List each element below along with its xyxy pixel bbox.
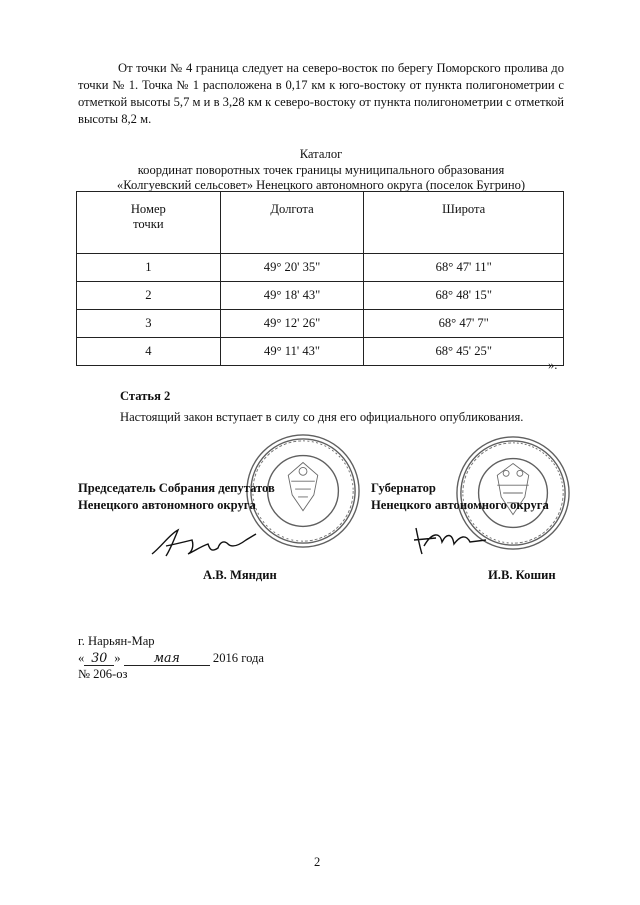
coordinates-table bbox=[76, 191, 564, 366]
cell-point: 1 bbox=[77, 254, 221, 282]
cell-longitude: 49° 20' 35" bbox=[220, 254, 364, 282]
cell-latitude: 68° 45' 25" bbox=[364, 338, 564, 366]
closing-quote: ». bbox=[548, 358, 558, 372]
table-header-row bbox=[77, 192, 564, 254]
chairman-title: Председатель Собрания депутатов bbox=[78, 481, 275, 495]
header-latitude: Широта bbox=[364, 192, 564, 254]
governor-region: Ненецкого автономного округа bbox=[371, 498, 549, 512]
cell-longitude: 49° 12' 26" bbox=[220, 310, 364, 338]
catalog-subtitle-1: координат поворотных точек границы муниципального образования bbox=[137, 162, 505, 177]
law-number: № 206-оз bbox=[78, 667, 128, 681]
place-of-signing: г. Нарьян-Мар bbox=[78, 634, 155, 648]
date-day: 30 bbox=[84, 650, 114, 666]
chairman-signature bbox=[148, 524, 258, 564]
article-title: Статья 2 bbox=[120, 389, 171, 403]
header-point-number: Номер точки bbox=[77, 192, 221, 254]
cell-latitude: 68° 47' 7" bbox=[364, 310, 564, 338]
boundary-description-text: От точки № 4 граница следует на северо-восток по берегу Поморского пролива до точки № 1. Точка № 1 расположена в 0,17 км к юго-востоку от пункта полигонометрии с отметкой высоты 5,7 м и в 3,28 км к северо-востоку от пункта полигонометрии с отметкой высоты 8,2 м. bbox=[78, 61, 564, 126]
catalog-title: Каталог bbox=[299, 147, 343, 161]
table-row bbox=[77, 254, 564, 282]
date-year: 2016 года bbox=[212, 651, 265, 665]
page-number: 2 bbox=[314, 855, 321, 869]
cell-latitude: 68° 48' 15" bbox=[364, 282, 564, 310]
signing-date: « 30 » мая 2016 года bbox=[78, 650, 265, 665]
date-month: мая bbox=[124, 650, 210, 666]
boundary-description bbox=[78, 60, 564, 128]
chairman-name: А.В. Мяндин bbox=[203, 568, 277, 582]
table-row bbox=[77, 310, 564, 338]
header-longitude: Долгота bbox=[220, 192, 364, 254]
cell-point: 4 bbox=[77, 338, 221, 366]
governor-title: Губернатор bbox=[371, 481, 436, 495]
governor-block bbox=[371, 480, 549, 514]
cell-point: 3 bbox=[77, 310, 221, 338]
cell-point: 2 bbox=[77, 282, 221, 310]
governor-name: И.В. Кошин bbox=[488, 568, 556, 582]
cell-latitude: 68° 47' 11" bbox=[364, 254, 564, 282]
governor-signature bbox=[410, 520, 490, 560]
catalog-heading bbox=[78, 147, 564, 194]
cell-longitude: 49° 18' 43" bbox=[220, 282, 364, 310]
table-row bbox=[77, 282, 564, 310]
cell-longitude: 49° 11' 43" bbox=[220, 338, 364, 366]
article-text: Настоящий закон вступает в силу со дня его официального опубликования. bbox=[120, 410, 524, 424]
catalog-subtitle-2: «Колгуевский сельсовет» Ненецкого автономного округа (поселок Бугрино) bbox=[116, 178, 526, 192]
table-row bbox=[77, 338, 564, 366]
chairman-block bbox=[78, 480, 275, 514]
chairman-region: Ненецкого автономного округа bbox=[78, 498, 256, 512]
